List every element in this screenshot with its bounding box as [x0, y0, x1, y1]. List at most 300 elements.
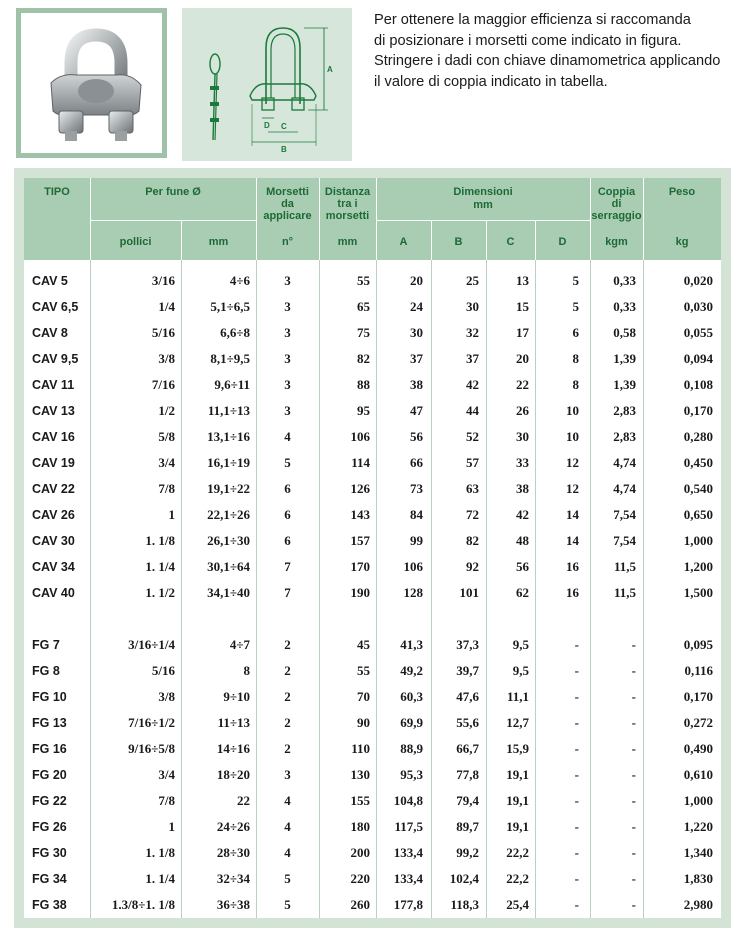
- col-dimensioni-header: Dimensioni: [453, 186, 513, 198]
- cell-pollici: 5/16: [151, 325, 175, 340]
- cell-fune-mm: 9÷10: [223, 689, 250, 704]
- cell-distanza: 106: [350, 429, 370, 444]
- cell-distanza: 260: [350, 897, 370, 912]
- cell-pollici: 1: [168, 819, 175, 834]
- cell-pollici: 1: [168, 507, 175, 522]
- cell-fune-mm: 14÷16: [216, 741, 250, 756]
- cell-pollici: 7/8: [158, 793, 175, 808]
- cell-dim-b: 89,7: [456, 819, 479, 834]
- table-row: [24, 762, 721, 788]
- cell-coppia: 1,39: [613, 377, 636, 392]
- cell-dim-c: 19,1: [506, 793, 529, 808]
- dim-label-d: D: [264, 121, 270, 130]
- cell-dim-d: 8: [572, 377, 579, 392]
- cell-morsetti: 6: [284, 533, 291, 548]
- table-row: [24, 476, 721, 502]
- cell-peso: 0,030: [683, 299, 713, 314]
- cell-distanza: 157: [350, 533, 370, 548]
- cell-coppia: 0,33: [613, 299, 636, 314]
- cell-tipo: CAV 30: [32, 534, 75, 548]
- cell-dim-c: 11,1: [506, 689, 529, 704]
- cell-dim-c: 20: [516, 351, 529, 366]
- cell-coppia: 7,54: [613, 533, 636, 548]
- cell-dim-d: -: [574, 689, 579, 704]
- cell-fune-mm: 9,6÷11: [214, 377, 250, 392]
- cell-peso: 0,540: [683, 481, 713, 496]
- cell-distanza: 55: [357, 273, 370, 288]
- cell-coppia: -: [631, 767, 636, 782]
- cell-peso: 1,340: [683, 845, 713, 860]
- cell-distanza: 126: [350, 481, 370, 496]
- cell-dim-b: 47,6: [456, 689, 479, 704]
- table-row: [24, 346, 721, 372]
- intro-line: Stringere i dadi con chiave dinamometrica applicando: [374, 53, 721, 69]
- cell-dim-b: 66,7: [456, 741, 479, 756]
- cell-pollici: 5/8: [158, 429, 175, 444]
- cell-dim-b: 30: [466, 299, 479, 314]
- cell-fune-mm: 26,1÷30: [207, 533, 250, 548]
- cell-tipo: FG 20: [32, 768, 67, 782]
- cell-dim-c: 62: [516, 585, 529, 600]
- col-distanza-header-line1: Distanza: [324, 186, 371, 198]
- cell-fune-mm: 22: [237, 793, 250, 808]
- cell-dim-b: 55,6: [456, 715, 479, 730]
- intro-paragraph: [374, 10, 734, 92]
- cell-pollici: 3/4: [158, 767, 175, 782]
- clamp-dimension-diagram: [182, 8, 352, 161]
- col-dim-b-header: B: [454, 236, 463, 248]
- cell-pollici: 7/16: [151, 377, 175, 392]
- cell-pollici: 1. 1/2: [145, 585, 175, 600]
- cell-dim-d: 14: [566, 507, 579, 522]
- cell-dim-d: -: [574, 819, 579, 834]
- technical-drawing: [182, 8, 352, 161]
- cell-dim-d: 5: [572, 273, 579, 288]
- col-morsetti-unit: n°: [281, 236, 294, 248]
- cell-pollici: 3/8: [158, 689, 175, 704]
- cell-distanza: 130: [350, 767, 370, 782]
- col-morsetti-header-line1: Morsetti: [266, 186, 309, 198]
- cell-morsetti: 2: [284, 663, 291, 678]
- cell-peso: 0,170: [683, 689, 713, 704]
- cell-pollici: 5/16: [151, 663, 175, 678]
- col-dim-a-header: A: [399, 236, 408, 248]
- cell-dim-a: 60,3: [400, 689, 423, 704]
- cell-dim-b: 52: [466, 429, 479, 444]
- table-row: [24, 814, 721, 840]
- cell-dim-c: 22,2: [506, 845, 529, 860]
- cell-dim-a: 133,4: [393, 871, 423, 886]
- cell-morsetti: 3: [284, 273, 291, 288]
- cell-fune-mm: 18÷20: [216, 767, 250, 782]
- table-row: [24, 528, 721, 554]
- cell-morsetti: 3: [284, 325, 291, 340]
- cell-morsetti: 4: [284, 845, 291, 860]
- cell-dim-a: 69,9: [400, 715, 423, 730]
- cell-morsetti: 4: [284, 429, 291, 444]
- cell-coppia: -: [631, 897, 636, 912]
- cell-dim-d: 8: [572, 351, 579, 366]
- cell-dim-c: 22,2: [506, 871, 529, 886]
- cell-dim-d: -: [574, 741, 579, 756]
- intro-line: il valore di coppia indicato in tabella.: [374, 73, 608, 90]
- cell-fune-mm: 16,1÷19: [207, 455, 250, 470]
- cell-peso: 2,980: [683, 897, 713, 912]
- cell-distanza: 143: [350, 507, 370, 522]
- cell-dim-b: 118,3: [450, 897, 479, 912]
- cell-coppia: -: [631, 819, 636, 834]
- cell-dim-c: 42: [516, 507, 529, 522]
- cell-pollici: 1/4: [158, 299, 175, 314]
- cell-dim-c: 15: [516, 299, 529, 314]
- cell-dim-d: 16: [566, 559, 579, 574]
- table-row: [24, 788, 721, 814]
- cell-pollici: 7/8: [158, 481, 175, 496]
- cell-morsetti: 5: [284, 897, 291, 912]
- cell-tipo: FG 34: [32, 872, 67, 886]
- cell-dim-a: 84: [410, 507, 423, 522]
- cell-dim-a: 41,3: [400, 637, 423, 652]
- cell-morsetti: 7: [284, 585, 291, 600]
- cell-pollici: 7/16÷1/2: [128, 715, 175, 730]
- col-coppia-unit: kgm: [605, 236, 628, 248]
- cell-dim-a: 20: [410, 273, 423, 288]
- cell-pollici: 3/4: [158, 455, 175, 470]
- cell-dim-b: 37,3: [456, 637, 479, 652]
- table-row: [24, 658, 721, 684]
- cell-dim-d: 6: [572, 325, 579, 340]
- cell-dim-d: 10: [566, 429, 579, 444]
- table-row: [24, 294, 721, 320]
- cell-dim-b: 79,4: [456, 793, 479, 808]
- cell-morsetti: 6: [284, 481, 291, 496]
- cell-dim-d: -: [574, 793, 579, 808]
- cell-dim-b: 102,4: [449, 871, 479, 886]
- specs-table: [24, 178, 721, 918]
- cell-peso: 0,450: [683, 455, 713, 470]
- cell-morsetti: 2: [284, 741, 291, 756]
- cell-coppia: -: [631, 741, 636, 756]
- cell-fune-mm: 19,1÷22: [207, 481, 250, 496]
- cell-dim-c: 12,7: [506, 715, 529, 730]
- cell-distanza: 180: [350, 819, 370, 834]
- col-fune-mm-header: mm: [208, 236, 229, 248]
- col-coppia-header-line3: serraggio: [591, 210, 642, 222]
- cell-fune-mm: 8: [243, 663, 250, 678]
- cell-peso: 0,610: [683, 767, 713, 782]
- cell-pollici: 3/8: [158, 351, 175, 366]
- cell-pollici: 1.3/8÷1. 1/8: [111, 897, 175, 912]
- table-row: [24, 268, 721, 294]
- cell-distanza: 200: [350, 845, 370, 860]
- cell-fune-mm: 34,1÷40: [207, 585, 250, 600]
- cell-tipo: FG 8: [32, 664, 60, 678]
- cell-dim-b: 101: [459, 585, 479, 600]
- cell-dim-c: 9,5: [512, 637, 529, 652]
- cell-tipo: FG 10: [32, 690, 67, 704]
- cell-dim-a: 106: [403, 559, 423, 574]
- cell-dim-d: 12: [566, 481, 579, 496]
- cell-distanza: 65: [357, 299, 370, 314]
- cell-peso: 0,095: [683, 637, 713, 652]
- cell-dim-c: 22: [516, 377, 529, 392]
- cell-coppia: -: [631, 871, 636, 886]
- cell-dim-a: 56: [410, 429, 423, 444]
- cell-dim-c: 13: [516, 273, 529, 288]
- cell-tipo: CAV 6,5: [32, 300, 79, 314]
- cell-coppia: -: [631, 663, 636, 678]
- col-peso-unit: kg: [675, 236, 689, 248]
- cell-coppia: 2,83: [613, 429, 636, 444]
- cell-morsetti: 3: [284, 351, 291, 366]
- cell-fune-mm: 22,1÷26: [207, 507, 250, 522]
- cell-pollici: 1. 1/8: [145, 845, 175, 860]
- cell-dim-d: -: [574, 663, 579, 678]
- cell-distanza: 55: [357, 663, 370, 678]
- cell-dim-d: -: [574, 715, 579, 730]
- cell-fune-mm: 4÷6: [229, 273, 250, 288]
- cell-coppia: 1,39: [613, 351, 636, 366]
- cell-peso: 0,272: [683, 715, 713, 730]
- cell-dim-d: 16: [566, 585, 579, 600]
- table-row: [24, 840, 721, 866]
- cell-dim-b: 63: [466, 481, 479, 496]
- cell-fune-mm: 8,1÷9,5: [210, 351, 250, 366]
- cell-pollici: 1/2: [158, 403, 175, 418]
- cell-morsetti: 3: [284, 403, 291, 418]
- cell-dim-b: 92: [466, 559, 479, 574]
- cell-dim-a: 128: [403, 585, 423, 600]
- col-distanza-header-line3: morsetti: [325, 210, 370, 222]
- cell-dim-c: 38: [516, 481, 529, 496]
- cell-dim-d: -: [574, 845, 579, 860]
- cell-fune-mm: 32÷34: [216, 871, 250, 886]
- cell-coppia: 0,33: [613, 273, 636, 288]
- cell-dim-c: 25,4: [506, 897, 529, 912]
- cell-peso: 0,055: [683, 325, 713, 340]
- table-row: [24, 424, 721, 450]
- cell-distanza: 155: [350, 793, 370, 808]
- cell-pollici: 3/16: [151, 273, 175, 288]
- table-row: [24, 398, 721, 424]
- col-morsetti-header-line3: applicare: [263, 210, 312, 222]
- cell-peso: 0,490: [683, 741, 713, 756]
- cell-coppia: 11,5: [613, 559, 636, 574]
- cell-pollici: 1. 1/8: [145, 533, 175, 548]
- cell-dim-b: 32: [466, 325, 479, 340]
- cell-peso: 1,000: [683, 533, 713, 548]
- cell-distanza: 75: [357, 325, 370, 340]
- col-coppia-header-line1: Coppia: [597, 186, 636, 198]
- dim-label-a: A: [327, 65, 333, 74]
- cell-fune-mm: 6,6÷8: [220, 325, 250, 340]
- cell-coppia: -: [631, 715, 636, 730]
- wire-rope-clip-photo: [21, 13, 162, 153]
- cell-dim-c: 19,1: [506, 767, 529, 782]
- cell-distanza: 90: [357, 715, 370, 730]
- col-dim-d-header: D: [558, 236, 567, 248]
- cell-tipo: FG 13: [32, 716, 67, 730]
- cell-dim-d: -: [574, 871, 579, 886]
- cell-dim-c: 56: [516, 559, 529, 574]
- cell-tipo: CAV 9,5: [32, 352, 79, 366]
- col-tipo-header: TIPO: [44, 186, 70, 198]
- intro-line: Per ottenere la maggior efficienza si raccomanda: [374, 12, 691, 28]
- cell-dim-a: 30: [410, 325, 423, 340]
- col-dim-c-header: C: [506, 236, 515, 248]
- cell-morsetti: 7: [284, 559, 291, 574]
- cell-pollici: 1. 1/4: [145, 871, 175, 886]
- cell-peso: 0,280: [683, 429, 713, 444]
- cell-morsetti: 2: [284, 637, 291, 652]
- cell-distanza: 70: [357, 689, 370, 704]
- cell-pollici: 1. 1/4: [145, 559, 175, 574]
- cell-coppia: 4,74: [613, 481, 636, 496]
- cell-fune-mm: 24÷26: [216, 819, 250, 834]
- col-coppia-header-line2: di: [611, 198, 622, 210]
- cell-tipo: FG 16: [32, 742, 67, 756]
- cell-tipo: CAV 5: [32, 274, 68, 288]
- cell-morsetti: 3: [284, 377, 291, 392]
- cell-dim-a: 177,8: [393, 897, 423, 912]
- cell-dim-b: 42: [466, 377, 479, 392]
- cell-tipo: CAV 11: [32, 378, 75, 392]
- cell-dim-c: 30: [516, 429, 529, 444]
- cell-dim-b: 39,7: [456, 663, 479, 678]
- cell-tipo: FG 7: [32, 638, 60, 652]
- cell-fune-mm: 5,1÷6,5: [210, 299, 250, 314]
- cell-dim-c: 26: [516, 403, 529, 418]
- cell-coppia: -: [631, 689, 636, 704]
- cell-coppia: 0,58: [613, 325, 636, 340]
- cell-tipo: CAV 22: [32, 482, 75, 496]
- cell-tipo: CAV 19: [32, 456, 75, 470]
- cell-dim-d: 5: [572, 299, 579, 314]
- cell-dim-d: 14: [566, 533, 579, 548]
- cell-dim-d: 10: [566, 403, 579, 418]
- col-distanza-unit: mm: [337, 236, 358, 248]
- cell-tipo: CAV 13: [32, 404, 75, 418]
- cell-fune-mm: 11÷13: [217, 715, 250, 730]
- table-row: [24, 632, 721, 658]
- cell-morsetti: 2: [284, 689, 291, 704]
- col-dimensioni-unit: mm: [473, 199, 493, 211]
- cell-distanza: 95: [357, 403, 370, 418]
- cell-morsetti: 4: [284, 819, 291, 834]
- table-row: [24, 866, 721, 892]
- cell-morsetti: 4: [284, 793, 291, 808]
- cell-dim-b: 25: [466, 273, 479, 288]
- cell-peso: 0,094: [683, 351, 713, 366]
- table-row: [24, 372, 721, 398]
- col-distanza-header-line2: tra i: [337, 198, 358, 210]
- cell-fune-mm: 11,1÷13: [207, 403, 250, 418]
- cell-distanza: 88: [357, 377, 370, 392]
- cell-distanza: 114: [351, 455, 370, 470]
- cell-tipo: CAV 40: [32, 586, 75, 600]
- table-row: [24, 892, 721, 918]
- cell-peso: 1,500: [683, 585, 713, 600]
- specs-table-panel: [14, 168, 731, 928]
- cell-dim-a: 49,2: [400, 663, 423, 678]
- cell-dim-c: 48: [516, 533, 529, 548]
- cell-tipo: FG 22: [32, 794, 67, 808]
- cell-fune-mm: 28÷30: [216, 845, 250, 860]
- cell-peso: 0,108: [683, 377, 713, 392]
- cell-dim-c: 15,9: [506, 741, 529, 756]
- cell-coppia: 11,5: [613, 585, 636, 600]
- cell-distanza: 82: [357, 351, 370, 366]
- cell-distanza: 45: [357, 637, 370, 652]
- table-row: [24, 320, 721, 346]
- cell-dim-a: 24: [410, 299, 423, 314]
- table-header: [24, 178, 721, 260]
- cell-dim-a: 47: [410, 403, 423, 418]
- cell-dim-c: 19,1: [506, 819, 529, 834]
- cell-dim-a: 88,9: [400, 741, 423, 756]
- cell-peso: 0,020: [683, 273, 713, 288]
- cell-peso: 1,000: [683, 793, 713, 808]
- cell-morsetti: 2: [284, 715, 291, 730]
- cell-coppia: 7,54: [613, 507, 636, 522]
- cell-dim-b: 37: [466, 351, 479, 366]
- cell-morsetti: 6: [284, 507, 291, 522]
- cell-pollici: 9/16÷5/8: [128, 741, 175, 756]
- table-row: [24, 710, 721, 736]
- cell-dim-a: 117,5: [394, 819, 423, 834]
- product-photo-frame: [16, 8, 167, 158]
- cell-fune-mm: 30,1÷64: [207, 559, 250, 574]
- cell-dim-a: 95,3: [400, 767, 423, 782]
- cell-dim-b: 72: [466, 507, 479, 522]
- cell-dim-d: 12: [566, 455, 579, 470]
- cell-coppia: -: [631, 793, 636, 808]
- cell-morsetti: 3: [284, 299, 291, 314]
- cell-tipo: CAV 26: [32, 508, 75, 522]
- cell-dim-a: 99: [410, 533, 423, 548]
- cell-tipo: CAV 16: [32, 430, 75, 444]
- cell-tipo: CAV 8: [32, 326, 68, 340]
- table-row: [24, 554, 721, 580]
- cell-morsetti: 3: [284, 767, 291, 782]
- col-peso-header: Peso: [668, 186, 696, 198]
- cell-dim-c: 17: [516, 325, 529, 340]
- cell-peso: 0,116: [684, 663, 713, 678]
- table-row: [24, 502, 721, 528]
- cell-dim-a: 37: [410, 351, 423, 366]
- cell-dim-b: 57: [466, 455, 479, 470]
- cell-distanza: 170: [350, 559, 370, 574]
- table-row: [24, 736, 721, 762]
- cell-dim-d: -: [574, 637, 579, 652]
- cell-peso: 0,170: [683, 403, 713, 418]
- intro-line: di posizionare i morsetti come indicato in figura.: [374, 32, 682, 49]
- cell-morsetti: 5: [284, 871, 291, 886]
- cell-tipo: FG 26: [32, 820, 67, 834]
- cell-dim-c: 9,5: [512, 663, 529, 678]
- table-row: [24, 450, 721, 476]
- col-morsetti-header-line2: da: [281, 198, 294, 210]
- cell-distanza: 110: [351, 741, 370, 756]
- cell-pollici: 3/16÷1/4: [128, 637, 175, 652]
- dim-label-b: B: [281, 145, 287, 154]
- cell-fune-mm: 36÷38: [216, 897, 250, 912]
- cell-fune-mm: 4÷7: [229, 637, 250, 652]
- cell-peso: 1,200: [683, 559, 713, 574]
- cell-tipo: FG 38: [32, 898, 67, 912]
- cell-dim-b: 82: [466, 533, 479, 548]
- cell-dim-a: 73: [410, 481, 423, 496]
